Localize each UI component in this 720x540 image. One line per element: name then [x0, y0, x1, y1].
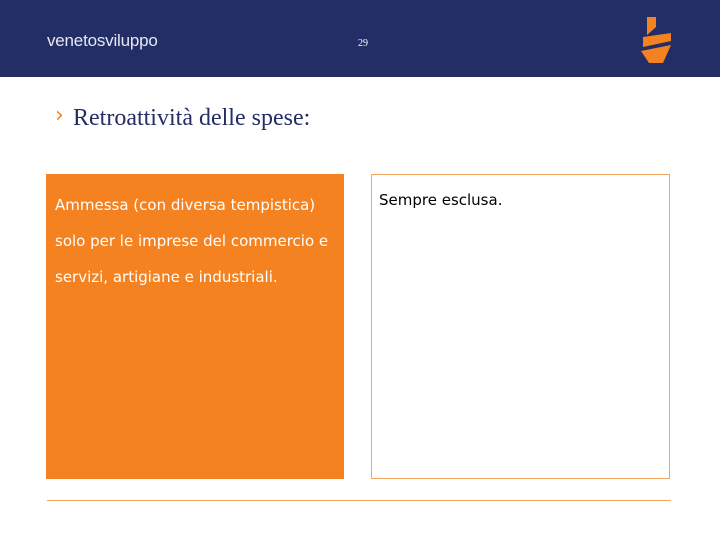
admitted-text: Ammessa (con diversa tempistica) solo per le imprese del commercio e servizi, artigiane e industriali.	[55, 196, 329, 286]
admitted-box	[46, 174, 344, 479]
chevron-right-icon: ›	[55, 103, 64, 128]
venetosviluppo-logo-icon	[641, 17, 673, 63]
excluded-box	[371, 174, 670, 479]
footer-divider	[47, 500, 671, 501]
excluded-text: Sempre esclusa.	[379, 191, 503, 209]
slide-title: Retroattività delle spese:	[73, 105, 311, 131]
page-number: 29	[358, 38, 368, 49]
slide-header	[0, 0, 720, 77]
brand-wordmark: venetosviluppo	[47, 31, 158, 50]
